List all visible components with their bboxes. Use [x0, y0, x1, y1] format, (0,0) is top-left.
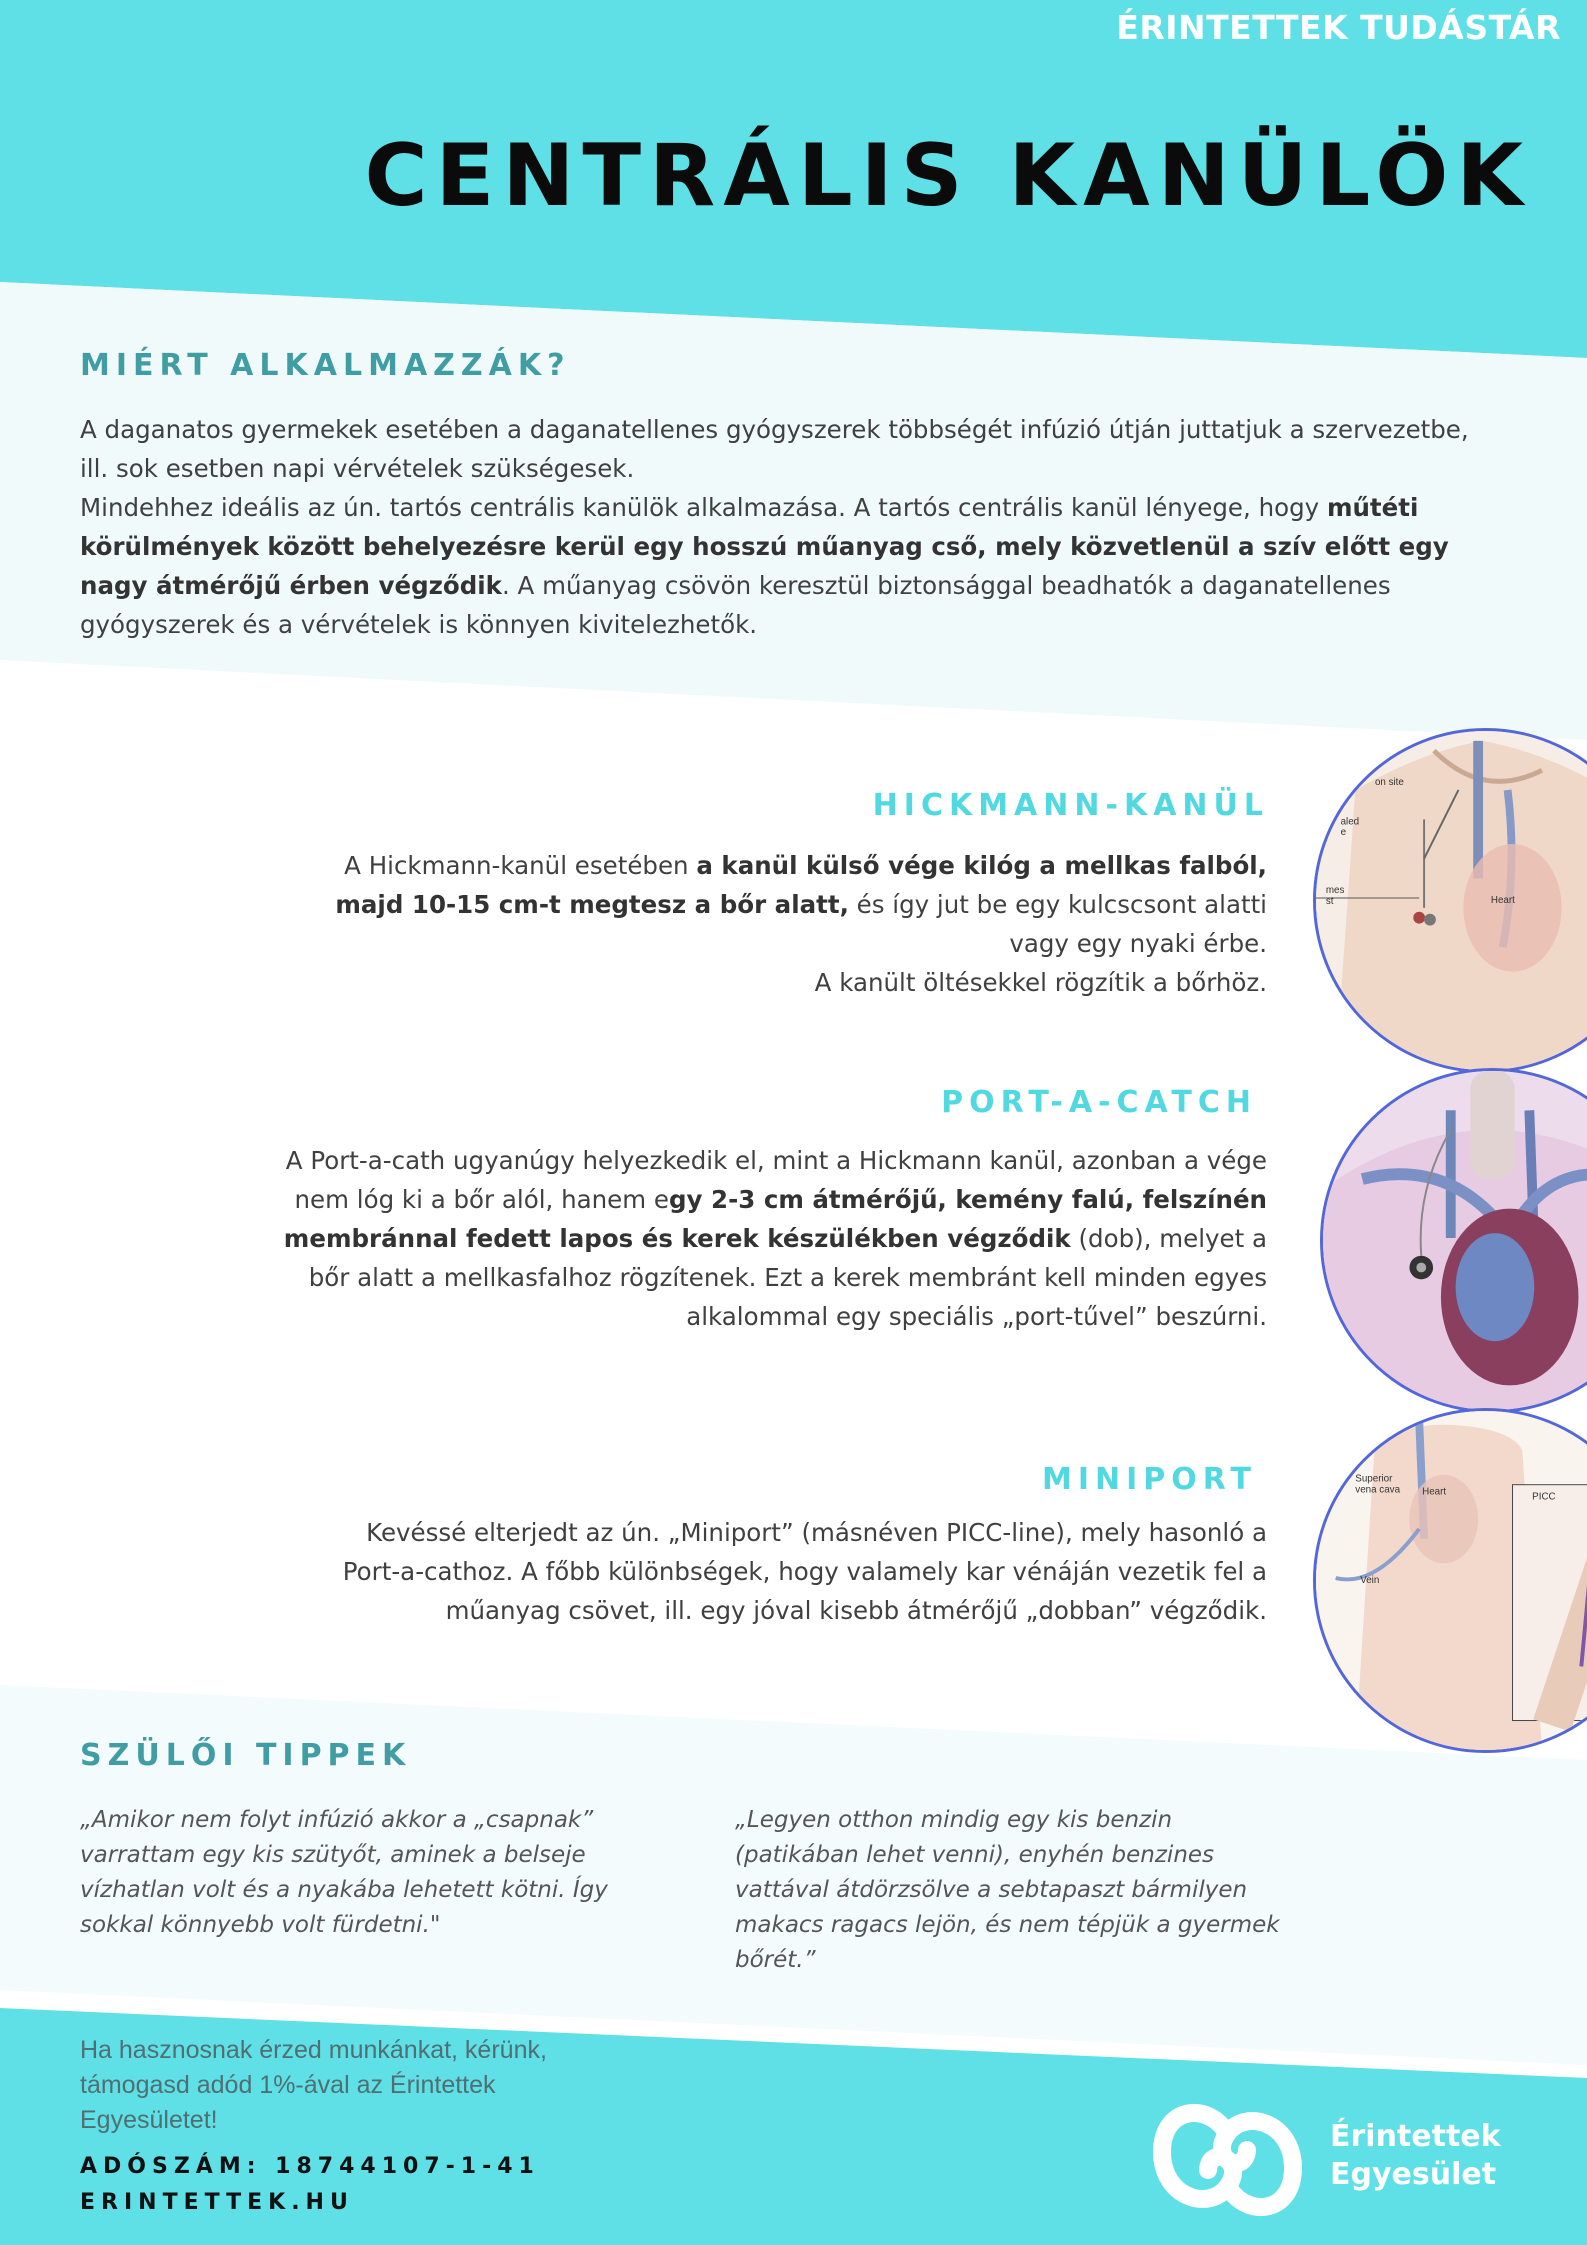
miniport-diagram-label-3: Heart	[1422, 1486, 1447, 1498]
logo-line-1: Érintettek	[1330, 2119, 1501, 2154]
website-link[interactable]: ERINTETTEK.HU	[80, 2190, 354, 2215]
miniport-heading: MINIPORT	[1042, 1462, 1257, 1497]
why-text-bold: műtéti körülmények között behelyezésre kerül egy hosszú műanyag cső, mely közvetlenül a szív előtt egy nagy átmérőjű érben végződik	[80, 493, 1449, 600]
port-text-2: (dob), melyet a bőr alatt a mellkasfalhoz rögzítenek. Ezt a kerek membránt kell minden egyes alkalommal egy speciális „port-tűvel” beszúrni.	[308, 1224, 1267, 1331]
why-paragraph	[80, 410, 1490, 644]
hickman-diagram-label-2: aled	[1340, 816, 1360, 828]
logo-wordmark	[1330, 2118, 1501, 2194]
hickman-diagram-label-6: Heart	[1490, 894, 1515, 906]
why-text-2: Mindehhez ideális az ún. tartós centrális kanülök alkalmazása. A tartós centrális kanül lényege, hogy	[80, 493, 1327, 522]
miniport-diagram-label-5: PICC	[1532, 1491, 1556, 1503]
hickman-diagram-label-4: mes	[1325, 885, 1345, 897]
support-text: Ha hasznosnak érzed munkánkat, kérünk, támogasd adód 1%-ával az Érintettek Egyesületet!	[80, 2036, 547, 2134]
tips-heading: SZÜLŐI TIPPEK	[80, 1738, 412, 1773]
hickman-paragraph	[307, 846, 1267, 1002]
hickman-text-3: A kanült öltésekkel rögzítik a bőrhöz.	[814, 968, 1267, 997]
port-text-1: A Port-a-cath ugyanúgy helyezkedik el, mint a Hickmann kanül, azonban a vége nem lóg ki a bőr alól, hanem e	[285, 1146, 1267, 1214]
miniport-diagram-label-1: Superior	[1355, 1473, 1393, 1485]
page-title: CENTRÁLIS KANÜLÖK	[364, 126, 1531, 226]
hickman-text-2: és így jut be egy kulcscsont alatti vagy egy nyaki érbe.	[848, 890, 1267, 958]
miniport-diagram-label-4: Vein	[1360, 1574, 1380, 1586]
brand-header: ÉRINTETTEK TUDÁSTÁR	[1116, 8, 1561, 47]
tax-number: ADÓSZÁM: 18744107-1-41	[80, 2154, 540, 2179]
why-text-3: . A műanyag csövön keresztül biztonsággal beadhatók a daganatellenes gyógyszerek és a vérvételek is könnyen kivitelezhetők.	[80, 571, 1391, 639]
miniport-paragraph: Kevéssé elterjedt az ún. „Miniport” (másnéven PICC-line), mely hasonló a Port-a-cathoz. A főbb különbségek, hogy valamely kar vénáján vezetik fel a műanyag csövet, ill. egy jóval kisebb átmérőjű „dobban” végződik.	[342, 1518, 1267, 1625]
hickman-diagram-label-5: st	[1325, 895, 1334, 907]
tip-quote-2: „Legyen otthon mindig egy kis benzin (patikában lehet venni), enyhén benzines vattával átdörzsölve a sebtapaszt bármilyen makacs ragacs lejön, és nem tépjük a gyermek bőrét.”	[735, 1807, 1280, 1973]
port-heading: PORT-A-CATCH	[941, 1085, 1257, 1120]
port-paragraph	[267, 1141, 1267, 1336]
hickman-text-bold: a kanül külső vége kilóg a mellkas falból, majd 10-15 cm-t megtesz a bőr alatt,	[335, 851, 1267, 919]
logo-line-2: Egyesület	[1330, 2157, 1497, 2192]
why-heading: MIÉRT ALKALMAZZÁK?	[80, 348, 571, 383]
miniport-diagram-label-2: vena cava	[1355, 1484, 1401, 1496]
port-text-bold: gy 2-3 cm átmérőjű, kemény falú, felszínén membránnal fedett lapos és kerek készülékben végződik	[283, 1185, 1267, 1253]
tip-quote-1: „Amikor nem folyt infúzió akkor a „csapnak” varrattam egy kis szütyőt, aminek a belseje vízhatlan volt és a nyakába lehetett kötni. Így sokkal könnyebb volt fürdetni."	[80, 1807, 608, 1938]
hickman-heading: HICKMANN-KANÜL	[872, 788, 1269, 823]
hickman-diagram-label-3: e	[1340, 827, 1347, 839]
hickman-text-1: A Hickmann-kanül esetében	[344, 851, 697, 880]
erintettek-logo-icon	[1150, 2090, 1305, 2230]
why-text-1: A daganatos gyermekek esetében a daganatellenes gyógyszerek többségét infúzió útján juttatjuk a szervezetbe, ill. sok esetben napi vérvételek szükségesek.	[80, 415, 1469, 483]
hickman-diagram-label-1: on site	[1374, 777, 1404, 789]
